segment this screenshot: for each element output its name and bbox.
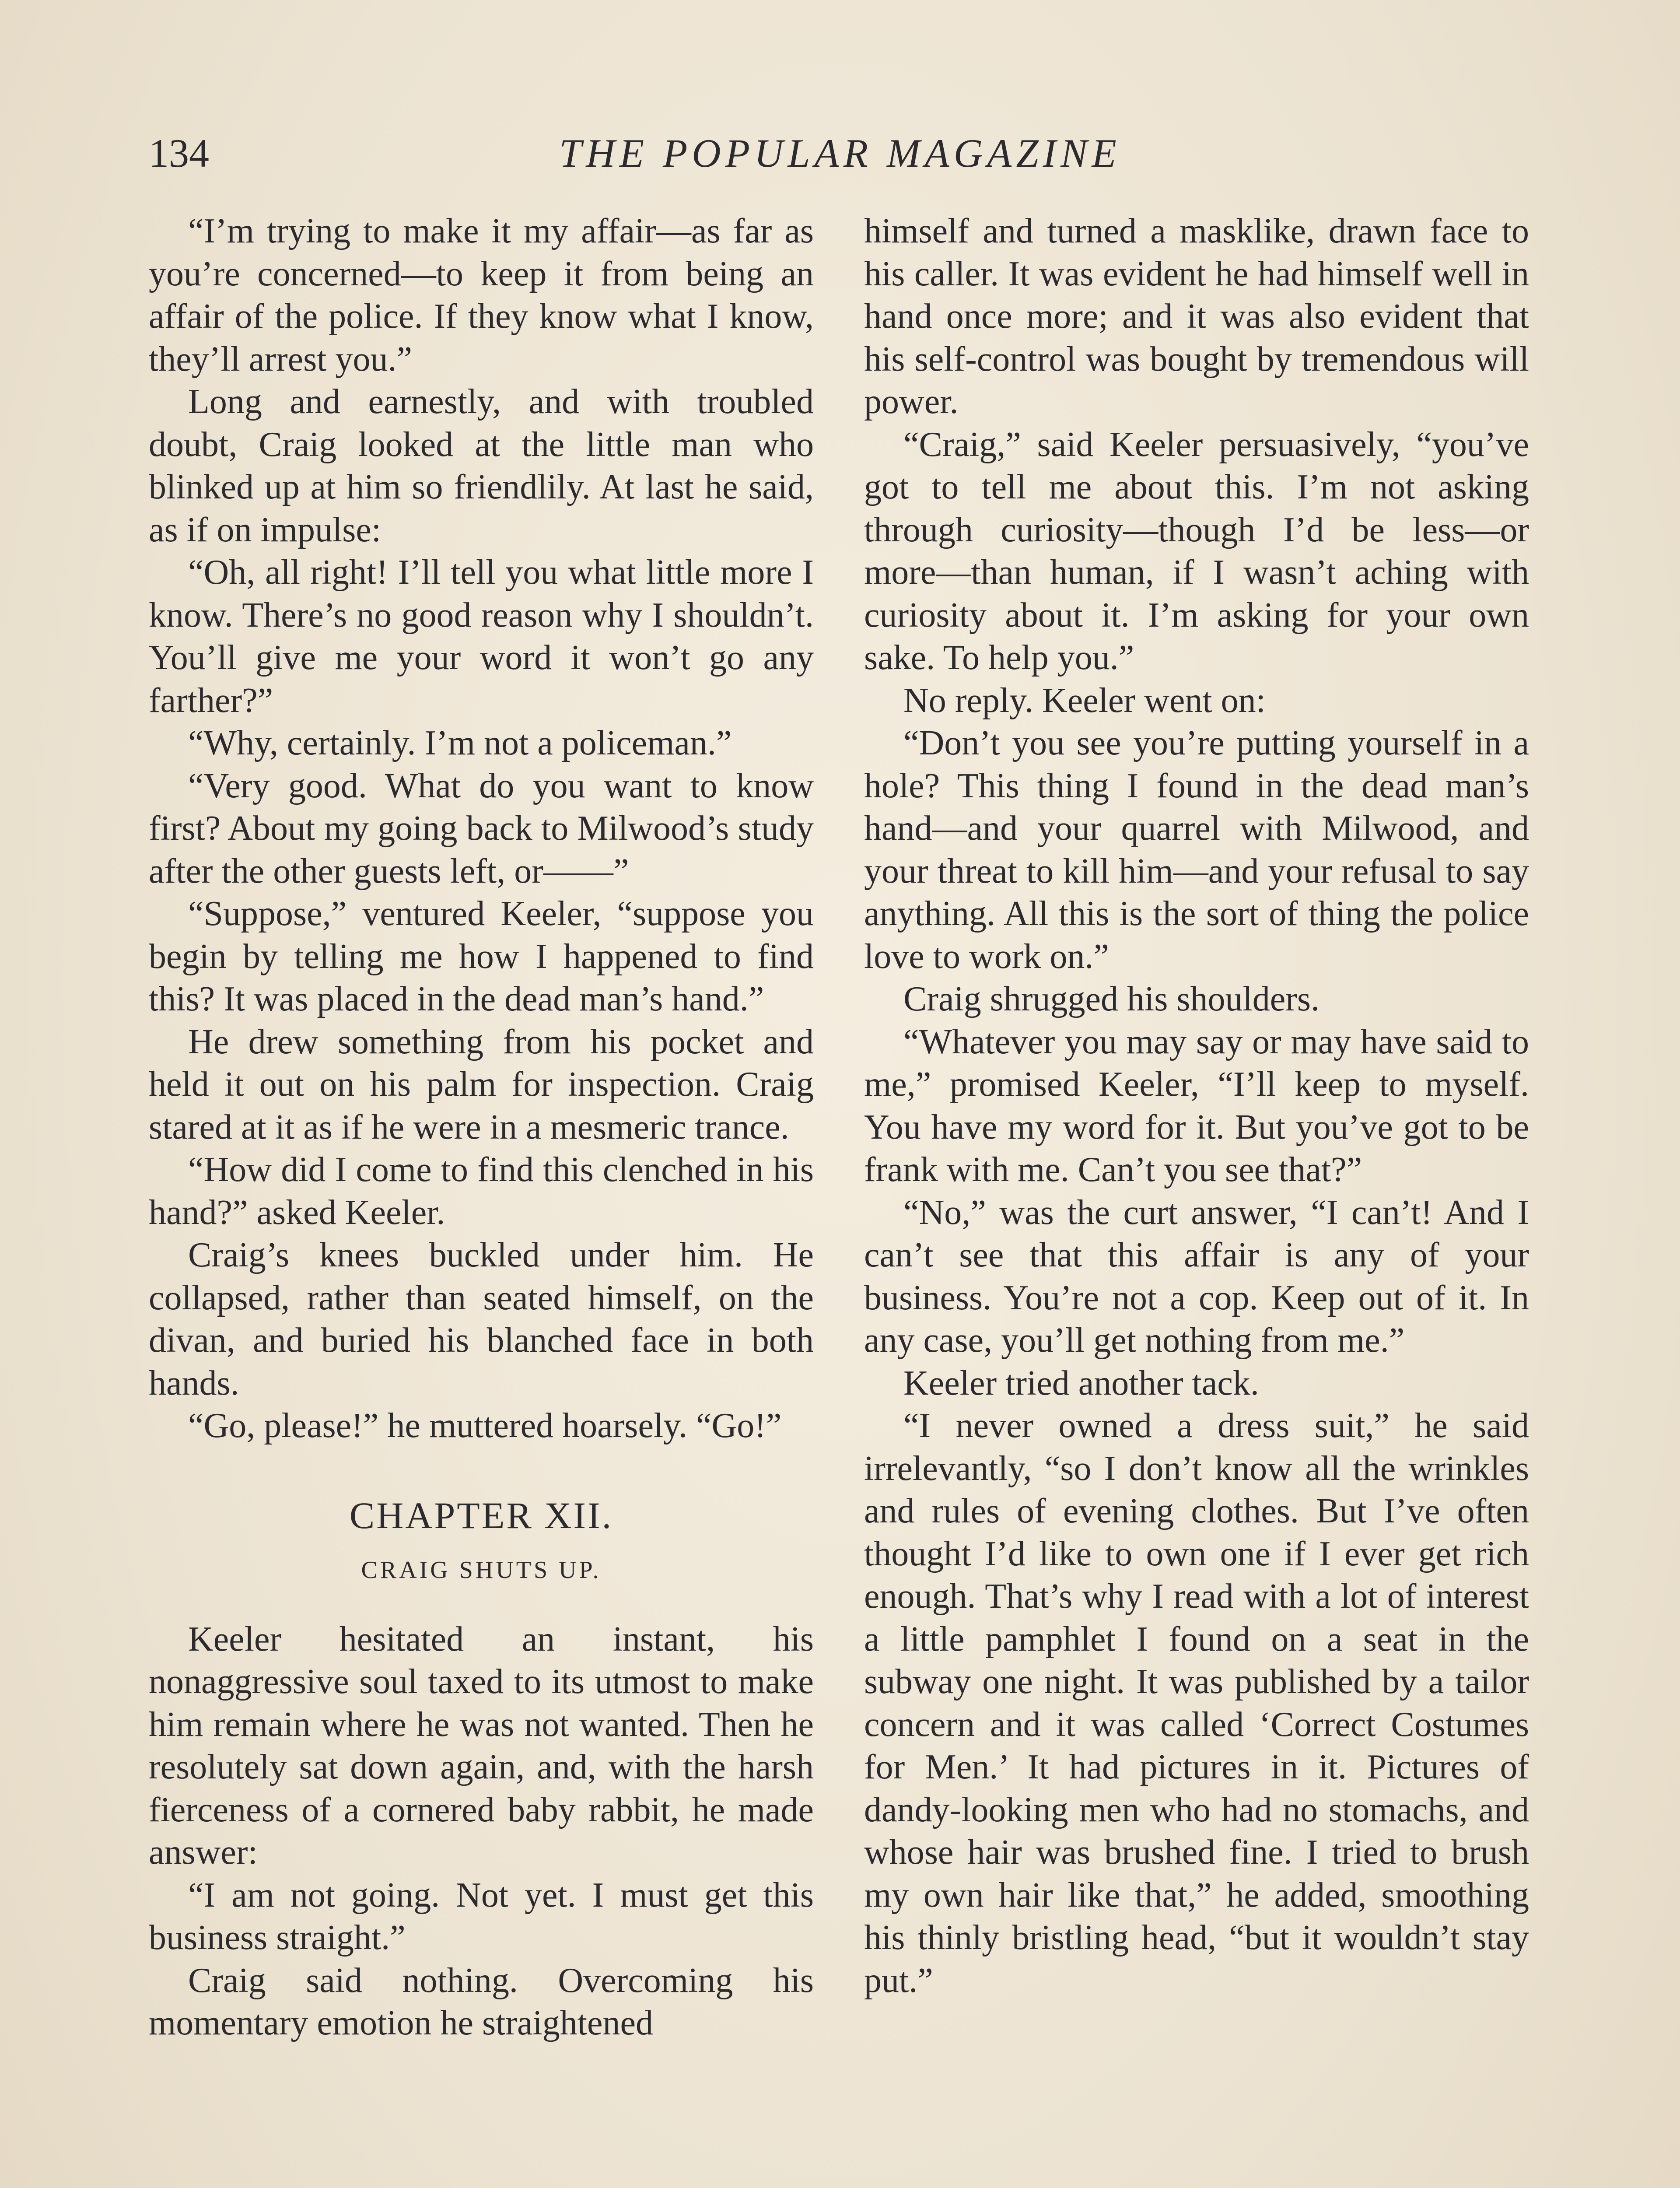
paragraph: No reply. Keeler went on: [903,681,1266,720]
paragraph: himself and turned a masklike, drawn face to his caller. It was evident he had himself well in hand once more; and it was also evident that his self-control was bought by tremendous will power. [864,212,1529,421]
paragraph: “Whatever you may say or may have said to me,” promised Keeler, “I’ll keep to myself. You have my word for it. But you’ve got to be frank with me. Can’t you see that?” [864,1022,1529,1189]
paragraph: Craig said nothing. Overcoming his momentary emotion he straightened [149,1961,814,2042]
chapter-heading [149,1491,814,1588]
paragraph: “I’m trying to make it my affair—as far as you’re concerned—to keep it from being an affair of the police. If they know what I know, they’ll arrest you.” [149,212,814,379]
left-column-paragraphs-after-heading [149,1618,814,2045]
paragraph: “I never owned a dress suit,” he said irrelevantly, “so I don’t know all the wrinkles and rules of evening clothes. But I’ve often thought I’d like to own one if I ever get rich enough. That’s why I read with a lot of interest a little pamphlet I found on a seat in the subway one night. It was published by a tailor concern and it was called ‘Correct Costumes for Men.’ It had pictures in it. Pictures of dandy-looking men who had no stomachs, and whose hair was brushed fine. I tried to brush my own hair like that,” he added, smoothing his thinly bristling head, “but it wouldn’t stay put.” [864,1406,1529,2000]
right-column-paragraphs [864,210,1529,2002]
paragraph: “Suppose,” ventured Keeler, “suppose you begin by telling me how I happened to find this? It was placed in the dead man’s hand.” [149,894,814,1018]
chapter-title: CHAPTER XII. [349,1494,613,1536]
left-column [149,210,814,2045]
paragraph: Craig’s knees buckled under him. He collapsed, rather than seated himself, on the divan, and buried his blanched face in both hands. [149,1236,814,1403]
page-header [149,123,1531,184]
paragraph: Long and earnestly, and with troubled doubt, Craig looked at the little man who blinked up at him so friendlily. At last he said, as if on impulse: [149,382,814,549]
left-column-paragraphs [149,210,814,1448]
page-number: 134 [149,131,209,175]
paragraph: “No,” was the curt answer, “I can’t! And I can’t see that this affair is any of your business. You’re not a cop. Keep out of it. In any case, you’ll get nothing from me.” [864,1193,1529,1360]
paragraph: “I am not going. Not yet. I must get this business straight.” [149,1876,814,1957]
paragraph: “Oh, all right! I’ll tell you what little more I know. There’s no good reason why I shouldn’t. You’ll give me your word it won’t go any farther?” [149,553,814,720]
paragraph: Keeler hesitated an instant, his nonaggressive soul taxed to its utmost to make him remain where he was not wanted. Then he resolutely sat down again, and, with the harsh fierceness of a cornered baby rabbit, he made answer: [149,1620,814,1872]
paragraph: Craig shrugged his shoulders. [903,980,1320,1018]
running-title: THE POPULAR MAGAZINE [559,131,1121,175]
right-column [864,210,1529,2002]
paragraph: “Craig,” said Keeler persuasively, “you’ve got to tell me about this. I’m not asking through curiosity—though I’d be less—or more—than human, if I wasn’t aching with curiosity about it. I’m asking for your own sake. To help you.” [864,425,1529,677]
paragraph: “Go, please!” he muttered hoarsely. “Go!” [188,1406,782,1445]
paragraph: “Don’t you see you’re putting yourself in a hole? This thing I found in the dead man’s hand—and your quarrel with Milwood, and your threat to kill him—and your refusal to say anything. All this is the sort of thing the police love to work on.” [864,724,1529,976]
chapter-subtitle: CRAIG SHUTS UP. [361,1556,602,1584]
paragraph: “How did I come to find this clenched in his hand?” asked Keeler. [149,1150,814,1232]
paragraph: “Why, certainly. I’m not a policeman.” [188,724,732,762]
paragraph: “Very good. What do you want to know first? About my going back to Milwood’s study after the other guests left, or——” [149,766,814,891]
paragraph: Keeler tried another tack. [903,1364,1259,1403]
paragraph: He drew something from his pocket and held it out on his palm for inspection. Craig stared at it as if he were in a mesmeric trance. [149,1022,814,1147]
